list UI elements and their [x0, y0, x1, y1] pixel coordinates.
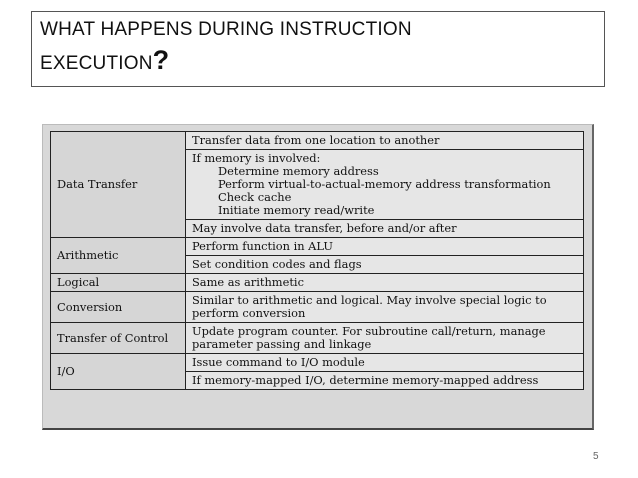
- slide-title: [40, 15, 596, 79]
- category-conversion: Conversion: [51, 292, 186, 323]
- title-line-1: WHAT HAPPENS DURING INSTRUCTION: [40, 19, 412, 40]
- table-cell: If memory-mapped I/O, determine memory-mapped address: [186, 372, 584, 390]
- slide-title-box: [31, 11, 605, 87]
- category-data-transfer: Data Transfer: [51, 132, 186, 238]
- table-cell: Perform function in ALU: [186, 238, 584, 256]
- table-row: [51, 292, 584, 323]
- table-row: [51, 354, 584, 372]
- title-question-mark: ?: [152, 45, 170, 75]
- cell-line: If memory is involved:: [192, 151, 321, 165]
- page-number: 5: [593, 451, 599, 462]
- cell-line: Check cache: [218, 190, 292, 204]
- instruction-operations-table: [50, 131, 584, 390]
- category-io: I/O: [51, 354, 186, 390]
- table-cell: Same as arithmetic: [186, 274, 584, 292]
- table-cell: Issue command to I/O module: [186, 354, 584, 372]
- table-row: [51, 274, 584, 292]
- table-row: [51, 132, 584, 150]
- table-row: [51, 238, 584, 256]
- cell-line: Initiate memory read/write: [218, 203, 375, 217]
- table-cell-memory-steps: [186, 150, 584, 220]
- title-line-2: EXECUTION: [40, 53, 153, 74]
- category-arithmetic: Arithmetic: [51, 238, 186, 274]
- table-cell: May involve data transfer, before and/or after: [186, 220, 584, 238]
- table-row: [51, 323, 584, 354]
- table-cell: Similar to arithmetic and logical. May involve special logic to perform conversion: [186, 292, 584, 323]
- cell-line: Determine memory address: [218, 164, 379, 178]
- cell-line: Perform virtual-to-actual-memory address transformation: [218, 177, 551, 191]
- table-cell: Set condition codes and flags: [186, 256, 584, 274]
- table-cell: Update program counter. For subroutine call/return, manage parameter passing and linkage: [186, 323, 584, 354]
- table-cell: Transfer data from one location to another: [186, 132, 584, 150]
- category-logical: Logical: [51, 274, 186, 292]
- category-transfer-of-control: Transfer of Control: [51, 323, 186, 354]
